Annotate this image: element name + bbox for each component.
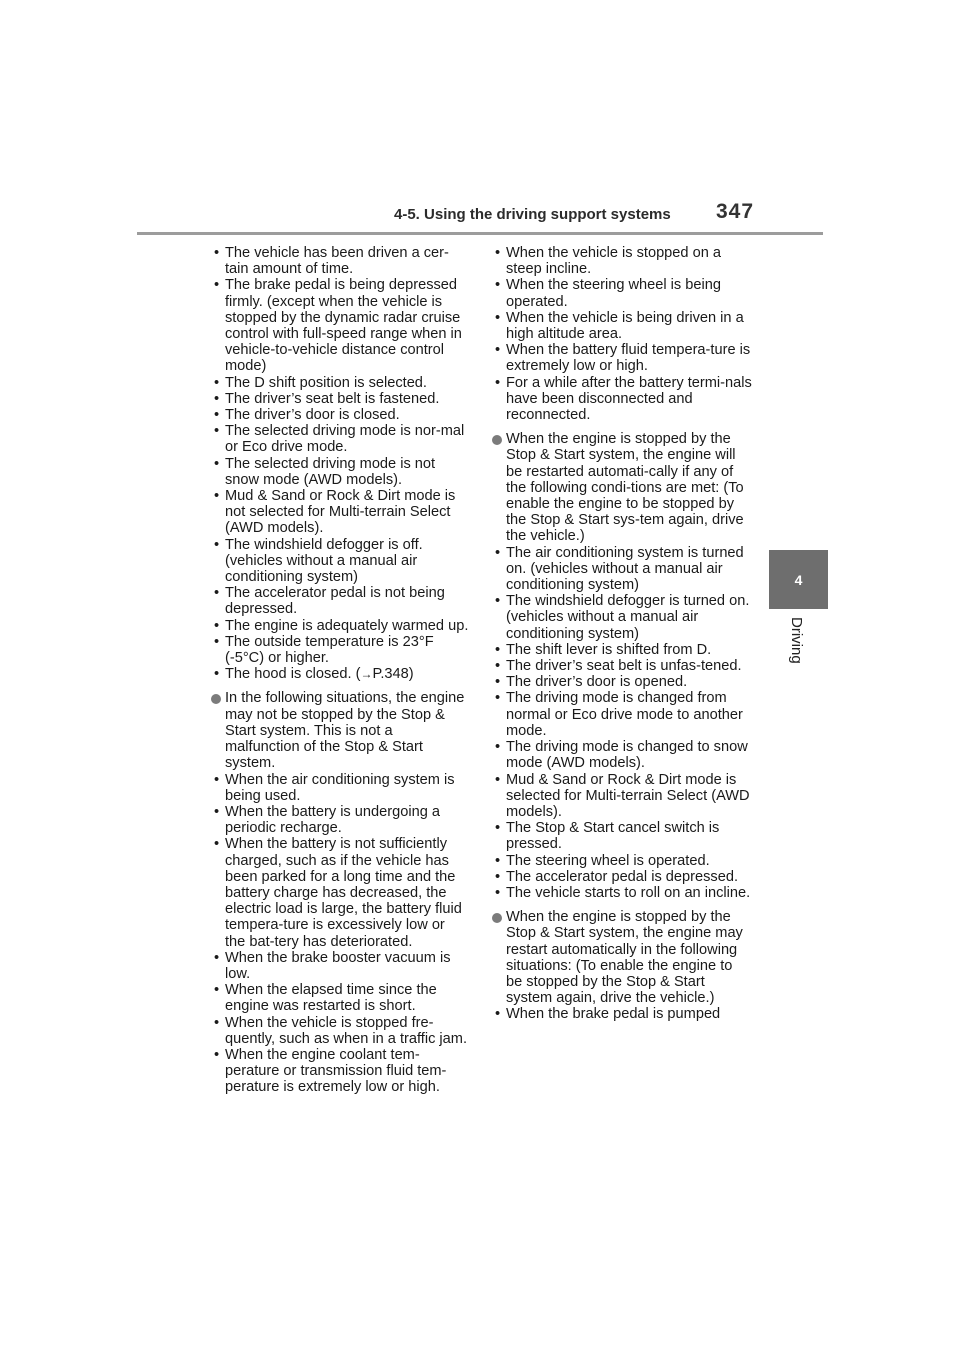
left-column [211,245,469,1096]
list-item: • When the battery fluid tempera-ture is extremely low or high. [492,342,752,374]
note-text: When the engine is stopped by the Stop & Start system, the engine will be restarted automati-cally if any of the following condi-tions are met: (To enable the engine to be stopped by the Stop & Start sys-tem again, drive the vehicle.) [506,431,744,545]
list-item: • When the vehicle is stopped fre-quently, such as when in a traffic jam. [211,1015,469,1047]
list-item: • The driving mode is changed to snow mode (AWD models). [492,739,752,771]
chapter-label: Driving [788,617,805,664]
list-item: • When the steering wheel is being operated. [492,277,752,309]
note-stop-situations [211,690,469,771]
list-item: • The accelerator pedal is depressed. [492,869,752,885]
list-item: • When the brake booster vacuum is low. [211,950,469,982]
section-title: 4-5. Using the driving support systems [394,206,671,223]
list-item: • Mud & Sand or Rock & Dirt mode is not selected for Multi-terrain Select (AWD models). [211,488,469,537]
list-item: • The shift lever is shifted from D. [492,642,752,658]
circle-bullet-icon [492,435,502,445]
hood-item-text: The hood is closed. ( [225,666,361,683]
list-item: • The vehicle starts to roll on an incline. [492,885,752,901]
page-number: 347 [716,200,755,223]
header-divider [137,232,823,235]
list-item-hood [211,666,469,682]
may-restart-list [492,1006,752,1022]
list-item: • The brake pedal is being depressed firmly. (except when the vehicle is stopped by the dynamic radar cruise control with full-speed range when in vehicle-to-vehicle distance control mode) [211,277,469,374]
list-item: • The windshield defogger is turned on. (vehicles without a manual air conditioning system) [492,593,752,642]
list-item: • The selected driving mode is nor-mal or Eco drive mode. [211,423,469,455]
stop-situation-list [211,772,469,1096]
list-item: • The driver’s seat belt is fastened. [211,391,469,407]
list-item: • Mud & Sand or Rock & Dirt mode is selected for Multi-terrain Select (AWD models). [492,772,752,821]
list-item: • When the brake pedal is pumped [492,1006,752,1022]
list-item: • When the battery is undergoing a periodic recharge. [211,804,469,836]
list-item: • The Stop & Start cancel switch is pressed. [492,820,752,852]
circle-bullet-icon [211,694,221,704]
list-item: • For a while after the battery termi-nals have been disconnected and reconnected. [492,375,752,424]
list-item: • The steering wheel is operated. [492,853,752,869]
list-item: • The driver’s door is opened. [492,674,752,690]
list-item: • When the air conditioning system is being used. [211,772,469,804]
list-item: • The windshield defogger is off. (vehicles without a manual air conditioning system) [211,537,469,586]
list-item: • The D shift position is selected. [211,375,469,391]
chapter-tab: 4 [769,550,828,609]
right-column [492,245,752,1023]
restart-condition-list [492,545,752,901]
list-item: • When the engine coolant tem-perature or transmission fluid tem-perature is extremely low or high. [211,1047,469,1096]
note-text: In the following situations, the engine may not be stopped by the Stop & Start system. This is not a malfunction of the Stop & Start system. [225,690,465,772]
list-item: • The driver’s seat belt is unfas-tened. [492,658,752,674]
list-item: • When the vehicle is stopped on a steep incline. [492,245,752,277]
list-item: • When the battery is not sufficiently charged, such as if the vehicle has been parked for a long time and the battery charge has decreased, the electric load is large, the battery fluid tempera-ture is excessively low or the bat-tery has deteriorated. [211,836,469,949]
page-reference-link[interactable]: P.348) [372,666,414,683]
list-item: • The outside temperature is 23°F (-5°C) or higher. [211,634,469,666]
note-may-restart [492,909,752,1006]
list-item: • When the vehicle is being driven in a high altitude area. [492,310,752,342]
list-item: • The air conditioning system is turned on. (vehicles without a manual air conditioning system) [492,545,752,594]
right-condition-list [492,245,752,423]
list-item: • The selected driving mode is not snow mode (AWD models). [211,456,469,488]
list-item: • The driving mode is changed from normal or Eco drive mode to another mode. [492,690,752,739]
note-restart-conditions [492,431,752,544]
note-text: When the engine is stopped by the Stop & Start system, the engine may restart automatically in the following situations: (To enable the engine to be stopped by the Stop & Start system again, drive the vehicle.) [506,909,743,1007]
list-item: • The vehicle has been driven a cer-tain amount of time. [211,245,469,277]
list-item: • The engine is adequately warmed up. [211,618,469,634]
circle-bullet-icon [492,913,502,923]
list-item: • The accelerator pedal is not being depressed. [211,585,469,617]
list-item: • The driver’s door is closed. [211,407,469,423]
list-item: • When the elapsed time since the engine was restarted is short. [211,982,469,1014]
left-condition-list [211,245,469,666]
arrow-icon: → [360,667,373,682]
